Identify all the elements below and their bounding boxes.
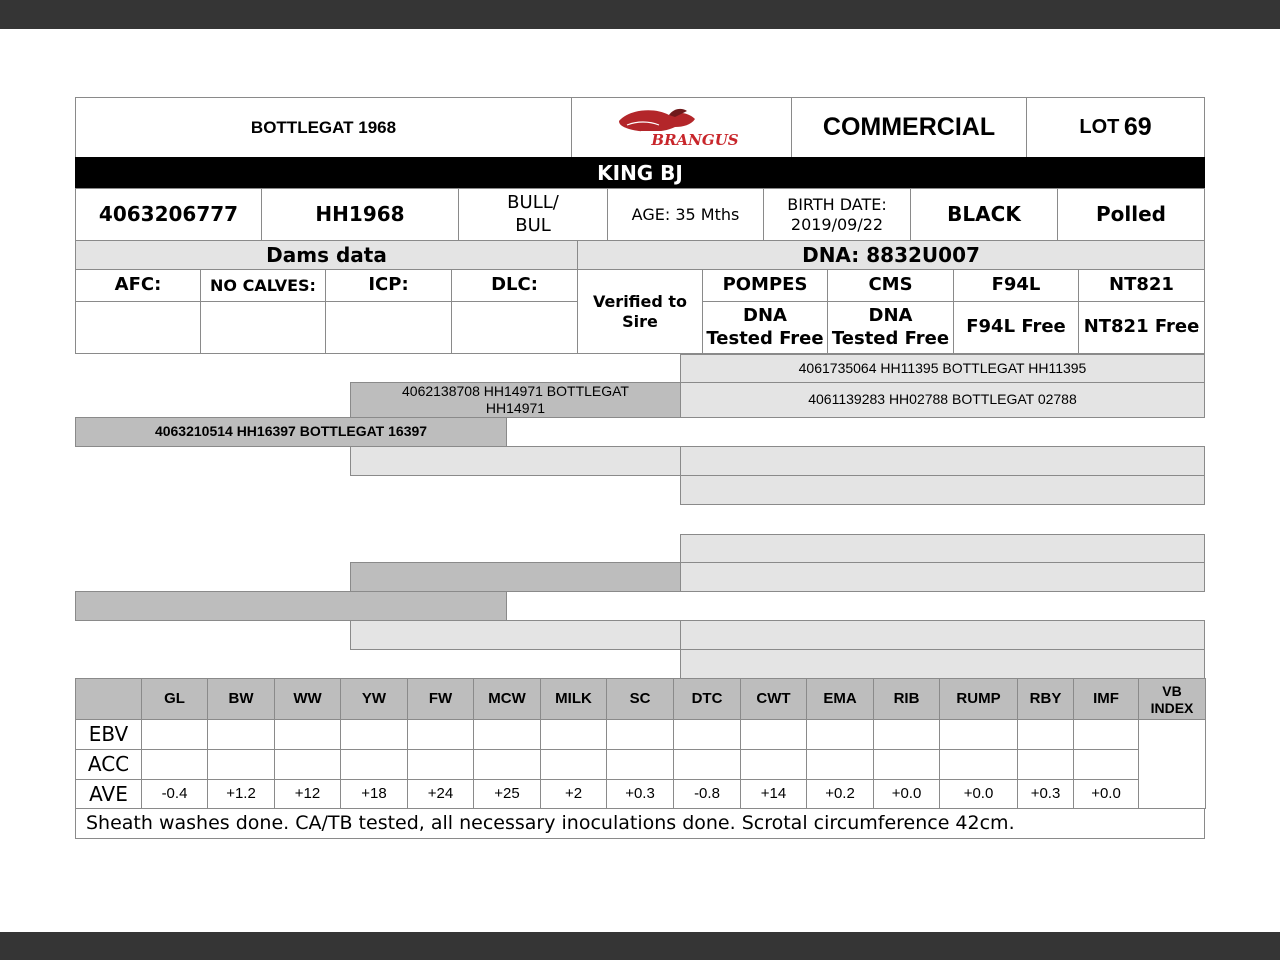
pedigree-sire: 4062138708 HH14971 BOTTLEGAT HH14971 xyxy=(350,382,681,418)
ebv-ebv-bw xyxy=(207,719,275,750)
colour-label: BLACK xyxy=(910,188,1058,241)
cms-result: DNA Tested Free xyxy=(827,301,954,354)
pedigree-blank-row xyxy=(350,620,681,650)
ebv-ave-ema: +0.2 xyxy=(806,779,874,810)
ebv-ebv-rump xyxy=(939,719,1018,750)
ebv-ave-dtc: -0.8 xyxy=(673,779,741,810)
nt821-heading: NT821 xyxy=(1078,269,1205,302)
dams-data-heading: Dams data xyxy=(75,240,578,270)
ebv-header-imf: IMF xyxy=(1073,678,1139,721)
ebv-acc-yw xyxy=(340,749,408,780)
ebv-ave-bw: +1.2 xyxy=(207,779,275,810)
ebv-acc-milk xyxy=(540,749,607,780)
pompes-heading: POMPES xyxy=(702,269,828,302)
dna-number: DNA: 8832U007 xyxy=(577,240,1205,270)
pedigree-blank-row xyxy=(350,562,681,592)
animal-name: KING BJ xyxy=(75,157,1205,189)
ebv-acc-rby xyxy=(1017,749,1074,780)
ebv-ave-rby: +0.3 xyxy=(1017,779,1074,810)
verified-to-sire: Verified to Sire xyxy=(577,269,703,354)
ebv-header-milk: MILK xyxy=(540,678,607,721)
ebv-acc-dtc xyxy=(673,749,741,780)
ebv-row-label-acc: ACC xyxy=(75,749,142,780)
ebv-ave-milk: +2 xyxy=(540,779,607,810)
ebv-row-label-ave: AVE xyxy=(75,779,142,810)
ebv-ave-imf: +0.0 xyxy=(1073,779,1139,810)
ebv-header-rby: RBY xyxy=(1017,678,1074,721)
ebv-header-ww: WW xyxy=(274,678,341,721)
ebv-acc-fw xyxy=(407,749,474,780)
pedigree-blank-row xyxy=(680,620,1205,650)
icp-value xyxy=(325,301,452,354)
ebv-acc-cwt xyxy=(740,749,807,780)
lot-label: LOT xyxy=(1079,116,1120,138)
ebv-header-mcw: MCW xyxy=(473,678,541,721)
ebv-ave-fw: +24 xyxy=(407,779,474,810)
ebv-header-vb-index: VB INDEX xyxy=(1138,678,1206,721)
ebv-header-ema: EMA xyxy=(806,678,874,721)
ebv-acc-rib xyxy=(873,749,940,780)
ebv-acc-gl xyxy=(141,749,208,780)
ebv-ebv-gl xyxy=(141,719,208,750)
ebv-ave-gl: -0.4 xyxy=(141,779,208,810)
ebv-ebv-imf xyxy=(1073,719,1139,750)
birth-date: BIRTH DATE: 2019/09/22 xyxy=(763,188,911,241)
no-calves-label: NO CALVES: xyxy=(200,269,326,302)
dlc-value xyxy=(451,301,578,354)
ebv-acc-bw xyxy=(207,749,275,780)
f94l-result: F94L Free xyxy=(953,301,1079,354)
ebv-header-fw: FW xyxy=(407,678,474,721)
ebv-acc-mcw xyxy=(473,749,541,780)
pompes-result: DNA Tested Free xyxy=(702,301,828,354)
f94l-heading: F94L xyxy=(953,269,1079,302)
no-calves-value xyxy=(200,301,326,354)
ebv-ebv-yw xyxy=(340,719,408,750)
icp-label: ICP: xyxy=(325,269,452,302)
ebv-row-label-ebv: EBV xyxy=(75,719,142,750)
afc-value xyxy=(75,301,201,354)
animal-id-number: 4063206777 xyxy=(75,188,262,241)
ebv-ave-rib: +0.0 xyxy=(873,779,940,810)
ebv-ebv-sc xyxy=(606,719,674,750)
pedigree-sire-sire: 4061735064 HH11395 BOTTLEGAT HH11395 xyxy=(680,354,1205,383)
dlc-label: DLC: xyxy=(451,269,578,302)
ebv-acc-ww xyxy=(274,749,341,780)
ebv-ave-ww: +12 xyxy=(274,779,341,810)
horn-status: Polled xyxy=(1057,188,1205,241)
age-label: AGE: 35 Mths xyxy=(607,188,764,241)
ebv-ave-sc: +0.3 xyxy=(606,779,674,810)
pedigree-blank-row xyxy=(680,562,1205,592)
pedigree-sire-dam: 4061139283 HH02788 BOTTLEGAT 02788 xyxy=(680,382,1205,418)
ebv-corner-cell xyxy=(75,678,142,721)
pedigree-blank-row xyxy=(680,649,1205,679)
pedigree-animal: 4063210514 HH16397 BOTTLEGAT 16397 xyxy=(75,417,507,447)
ebv-acc-rump xyxy=(939,749,1018,780)
nt821-result: NT821 Free xyxy=(1078,301,1205,354)
brangus-logo xyxy=(571,97,792,158)
vb-index-value xyxy=(1138,719,1206,809)
category-label: COMMERCIAL xyxy=(791,97,1027,158)
ebv-header-bw: BW xyxy=(207,678,275,721)
herd-number: HH1968 xyxy=(261,188,459,241)
ebv-ebv-milk xyxy=(540,719,607,750)
pedigree-dam-blank xyxy=(350,446,681,476)
comments: Sheath washes done. CA/TB tested, all necessary inoculations done. Scrotal circumference 42cm. xyxy=(75,808,1205,839)
bull-logo-icon xyxy=(607,103,757,153)
ebv-ebv-dtc xyxy=(673,719,741,750)
ebv-ave-rump: +0.0 xyxy=(939,779,1018,810)
ebv-ebv-ema xyxy=(806,719,874,750)
lot-value: 69 xyxy=(1123,112,1152,141)
lot-number xyxy=(1026,97,1205,158)
cms-heading: CMS xyxy=(827,269,954,302)
pedigree-dam-dam-blank xyxy=(680,475,1205,505)
ebv-header-sc: SC xyxy=(606,678,674,721)
ebv-header-rib: RIB xyxy=(873,678,940,721)
ebv-header-rump: RUMP xyxy=(939,678,1018,721)
sex-label: BULL/ BUL xyxy=(458,188,608,241)
ebv-acc-imf xyxy=(1073,749,1139,780)
ebv-header-gl: GL xyxy=(141,678,208,721)
ebv-header-cwt: CWT xyxy=(740,678,807,721)
ebv-ebv-fw xyxy=(407,719,474,750)
ebv-ave-yw: +18 xyxy=(340,779,408,810)
ebv-ebv-rby xyxy=(1017,719,1074,750)
ebv-ave-mcw: +25 xyxy=(473,779,541,810)
ebv-ebv-ww xyxy=(274,719,341,750)
ebv-ebv-rib xyxy=(873,719,940,750)
ebv-acc-ema xyxy=(806,749,874,780)
afc-label: AFC: xyxy=(75,269,201,302)
ebv-header-yw: YW xyxy=(340,678,408,721)
pedigree-blank-row xyxy=(680,534,1205,563)
seller-name: BOTTLEGAT 1968 xyxy=(75,97,572,158)
ebv-acc-sc xyxy=(606,749,674,780)
ebv-ebv-cwt xyxy=(740,719,807,750)
bottom-frame-bar xyxy=(0,932,1280,960)
top-frame-bar xyxy=(0,0,1280,29)
ebv-ebv-mcw xyxy=(473,719,541,750)
ebv-ave-cwt: +14 xyxy=(740,779,807,810)
pedigree-blank-row xyxy=(75,591,507,621)
svg-text:BRANGUS: BRANGUS xyxy=(650,130,739,149)
pedigree-dam-sire-blank xyxy=(680,446,1205,476)
ebv-header-dtc: DTC xyxy=(673,678,741,721)
